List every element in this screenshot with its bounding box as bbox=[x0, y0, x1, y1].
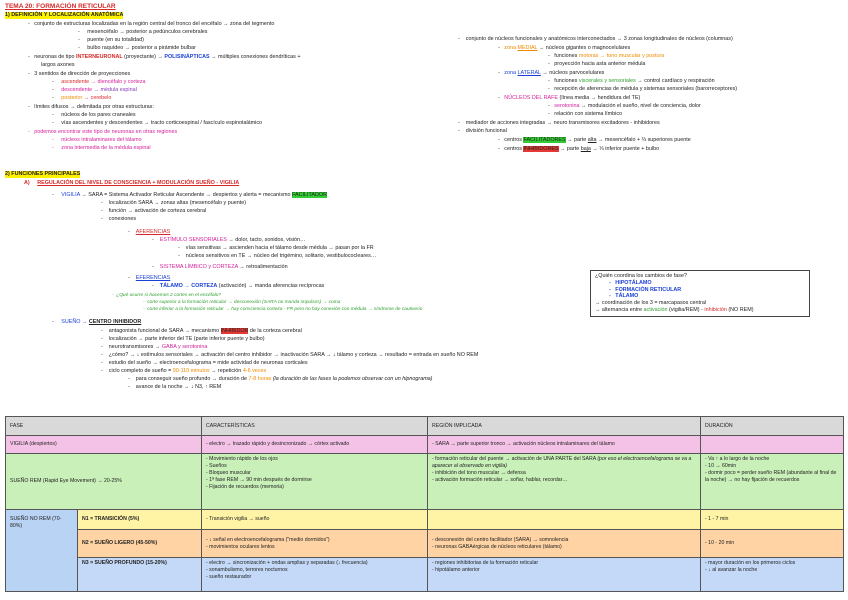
table-cell bbox=[428, 454, 701, 510]
cell-line: - activación formación reticular → soñar, hablar, recordar… bbox=[432, 477, 568, 483]
cell-line: - neuronas GABAérgicas de núcleos reticulares (tálamo) bbox=[432, 543, 562, 550]
cell-line: - formación reticular del puente → activación de UNA PARTE del SARA (por eso el electroencefalograma se va a aparecer al observado en vigilia) bbox=[432, 456, 692, 469]
s2-line: - TÁLAMO → CORTEZA (activación) → manda aferencias recíprocas bbox=[152, 283, 325, 289]
cell-line: - ↓ señal en electroencefalograma ("medio dormidos") bbox=[206, 536, 330, 543]
table-cell: N1 = TRANSICIÓN (5%) bbox=[78, 510, 202, 530]
table-cell bbox=[428, 530, 701, 558]
box-line: - TÁLAMO bbox=[609, 293, 639, 300]
s1-line: - núcleos intralaminares del tálamo bbox=[52, 137, 142, 143]
cell-line: - movimientos oculares lentos bbox=[206, 543, 275, 550]
table-cell: SUEÑO NO REM (70-80%) bbox=[6, 510, 78, 592]
cell-line: - desconexión del centro facilitador (SARA) → somnolencia bbox=[432, 536, 569, 543]
right-line: - zona MEDIAL → núcleos gigantes o magnocelulares bbox=[498, 45, 631, 51]
section-2a-heading: A) REGULACIÓN DEL NIVEL DE CONSCIENCIA + MODULACIÓN SUEÑO - VIGILIA bbox=[24, 180, 240, 186]
s1-line: - ascendente → diencéfalo y corteza bbox=[52, 79, 146, 85]
cell-line: - 10 → 60min bbox=[705, 463, 737, 469]
cell-line: - Bloqueo muscular bbox=[206, 470, 251, 476]
table-cell: - 1 - 7 min bbox=[701, 510, 844, 530]
right-line: - mediador de acciones integradas → neuro transmisores excitadores - inhibidores bbox=[458, 120, 660, 126]
s1-line: - núcleos de los pares craneales bbox=[52, 112, 136, 118]
cell-line: - electro → sincronización + ondas amplias y separadas (↓ frecuencia) bbox=[206, 560, 368, 566]
right-line: - funciones viscerales y sensoriales → control cardíaco y respiración bbox=[548, 78, 715, 84]
right-line: - división funcional bbox=[458, 128, 507, 134]
s1-line: - conjunto de estructuras localizadas en la región central del tronco del encéfalo → zona del tegmento bbox=[28, 21, 275, 27]
box-line: - FORMACIÓN RETICULAR bbox=[609, 286, 682, 293]
table-cell bbox=[701, 454, 844, 510]
s2-line: - núcleos sensitivos en TE → núcleo del trigémino, solitario, vestibulococleares… bbox=[178, 253, 377, 259]
right-line: - centros FACILITADORES → parte alta → mesencéfalo + ⅔ superiores puente bbox=[498, 137, 691, 143]
table-cell bbox=[701, 436, 844, 454]
cell-line: - dormir poco = perder sueño REM (abundante al final de la noche) → no hay fijación de recuerdos bbox=[705, 470, 837, 483]
s2-line: - SUEÑO → CENTRO INHIBIDOR bbox=[52, 319, 142, 325]
s2-line: - avance de la noche → ↓ N3, ↑ REM bbox=[128, 384, 222, 390]
table-cell: - SARA → parte superior tronco → activación núcleos intralaminares del tálamo bbox=[428, 436, 701, 454]
table-cell bbox=[701, 558, 844, 592]
s2-line: - neurotransmisores → GABA y serotonina bbox=[101, 344, 208, 350]
table-cell bbox=[202, 558, 428, 592]
table-cell: N2 = SUEÑO LIGERO (45-50%) bbox=[78, 530, 202, 558]
s2-line: - vías sensitivas → ascienden hacia el tálamo desde médula → pasan por la FR bbox=[178, 245, 374, 251]
cell-line: - 1ª fase REM → 90 min después de dormirse bbox=[206, 477, 312, 483]
sleep-phases-table bbox=[5, 416, 844, 592]
page-title: TEMA 20: FORMACIÓN RETICULAR bbox=[5, 3, 116, 10]
s1-line: - zona intermedia de la médula espinal bbox=[52, 145, 151, 151]
table-cell: - electro → trazado rápido y desincronizado → córtex activado bbox=[202, 436, 428, 454]
s1-line: - mesencéfalo → posterior a pedúnculos cerebrales bbox=[78, 29, 208, 35]
s2-line: - VIGILIA → SARA = Sistema Activador Reticular Ascendente → despiertos y alerta = mecanismo FACILITADOR bbox=[52, 192, 327, 198]
s2-line: - SISTEMA LÍMBICO y CORTEZA → retroalimentación bbox=[152, 264, 288, 270]
s2-line: - AFERENCIAS bbox=[128, 229, 171, 235]
s2-line: - EFERENCIAS bbox=[128, 275, 171, 281]
s2-question: - corte inferior a la formación reticular → hay consciencia corteza - FR pero no hay conexión con médula → síndrome de cautiverio bbox=[143, 307, 423, 312]
right-line: - proyección hacia asta anterior médula bbox=[548, 61, 646, 67]
table-header: DURACIÓN bbox=[701, 417, 844, 436]
s2-line: - función → activación de corteza cerebral bbox=[101, 208, 207, 214]
s2-line: - ESTÍMULO SENSORIALES → dolor, tacto, sonidos, visión… bbox=[152, 237, 306, 243]
phase-coordination-box bbox=[590, 270, 810, 317]
s1-line: - bulbo raquídeo → posterior a pirámide bulbar bbox=[78, 45, 196, 51]
right-line: - relación con sistema límbico bbox=[548, 111, 623, 117]
right-line: - zona LATERAL → núcleos parvocelulares bbox=[498, 70, 605, 76]
cell-line: - sueño restaurador bbox=[206, 574, 252, 580]
cell-line: - hipotálamo anterior bbox=[432, 567, 480, 573]
right-line: - funciones motoras → tono muscular y postura bbox=[548, 53, 665, 59]
s2-line: - ciclo completo de sueño = 90-110 minutos → repetición 4-6 veces bbox=[101, 368, 267, 374]
s1-line: - posterior → cerebelo bbox=[52, 95, 112, 101]
section-2-heading: 2) FUNCIONES PRINCIPALES bbox=[5, 171, 81, 177]
cell-line: - Movimiento rápido de los ojos bbox=[206, 456, 278, 462]
s1-line: - descendente → médula espinal bbox=[52, 87, 137, 93]
cell-line: - sonambulismo, terrores nocturnos bbox=[206, 567, 288, 573]
table-cell: N3 = SUEÑO PROFUNDO (15-20%) bbox=[78, 558, 202, 592]
s1-line: - 3 sentidos de dirección de proyecciones bbox=[28, 71, 131, 77]
cell-line: - inhibición del tono muscular → defensa bbox=[432, 470, 526, 476]
box-line: → alternancia entre activación (vigilia/REM) - inhibición (NO REM) bbox=[595, 306, 754, 313]
table-cell: - Transición vigilia → sueño bbox=[202, 510, 428, 530]
cell-line: - Va ↑ a lo largo de la noche bbox=[705, 456, 770, 462]
right-line: - centros INHIBIDORES → parte baja → ⅓ inferior puente + bulbo bbox=[498, 146, 660, 152]
table-cell bbox=[428, 510, 701, 530]
table-cell bbox=[202, 454, 428, 510]
table-cell bbox=[202, 530, 428, 558]
s2-question: - ¿Qué ocurre si hacemos 2 cortes en el encéfalo? bbox=[112, 293, 222, 298]
cell-line: - Sueños bbox=[206, 463, 227, 469]
box-line: - HIPOTÁLAMO bbox=[609, 279, 652, 286]
s2-line: - para conseguir sueño profundo → duración de 7-8 horas (la duración de las fases la podemos observar con un hipnograma) bbox=[128, 376, 433, 382]
box-line: → coordinación de los 3 = marcapasos central bbox=[595, 300, 707, 307]
right-line: - serotonina → modulación el sueño, nivel de conciencia, dolor bbox=[548, 103, 701, 109]
s2-question: - corte superior a la formación reticular → desconexión (SARA no manda impulsos) → coma bbox=[143, 300, 341, 305]
section-1-heading: 1) DEFINICIÓN Y LOCALIZACIÓN ANATÓMICA bbox=[5, 12, 124, 18]
s1-line: - vías ascendentes y descendentes → tracto corticoespinal / fascículo espinotalámico bbox=[52, 120, 263, 126]
right-line: - NÚCLEOS DEL RAFE (línea media → hendidura del TE) bbox=[498, 95, 641, 101]
right-line: - recepción de aferencias de médula y sistemas sensoriales (barorreceptores) bbox=[548, 86, 738, 92]
cell-line: - Fijación de recuerdos (memoria) bbox=[206, 484, 284, 490]
s1-line: largos axones bbox=[41, 62, 75, 68]
s1-line: - límites difusos → delimitada por otras estructuras: bbox=[28, 104, 154, 110]
cell-line: - ↓ al avanzar la noche bbox=[705, 567, 758, 573]
table-cell bbox=[428, 558, 701, 592]
s1-line: - podemos encontrar este tipo de neuronas en otras regiones bbox=[28, 129, 178, 135]
s1-line: - puente (en su totalidad) bbox=[78, 37, 144, 43]
box-line: ¿Quién coordina los cambios de fase? bbox=[595, 273, 687, 279]
s2-line: - estudio del sueño → electroencefalograma = mide actividad de neuronas corticales bbox=[101, 360, 308, 366]
cell-line: - mayor duración en los primeros ciclos bbox=[705, 560, 796, 566]
table-header: CARACTERÍSTICAS bbox=[202, 417, 428, 436]
table-header: FASE bbox=[6, 417, 202, 436]
table-header: REGIÓN IMPLICADA bbox=[428, 417, 701, 436]
s2-line: - localización → parte inferior del TE (parte inferior puente y bulbo) bbox=[101, 336, 265, 342]
s1-line: - neuronas de tipo INTERNEURONAL (proyectante) → POLISINÁPTICAS → múltiples conexiones dendríticas + bbox=[28, 54, 301, 60]
table-cell: SUEÑO REM (Rapid Eye Movement) → 20-25% bbox=[6, 454, 202, 510]
s2-line: - conexiones bbox=[101, 216, 137, 222]
s2-line: - localización SARA → zonas altas (mesencéfalo y puente) bbox=[101, 200, 247, 206]
right-line: - conjunto de núcleos funcionales y anatómicos interconectados → 3 zonas longitudinales de núcleos (columnas) bbox=[458, 36, 733, 42]
table-cell: VIGILIA (despiertos) bbox=[6, 436, 202, 454]
s2-line: - antagonista funcional de SARA → mecanismo INHIBIDOR de la corteza cerebral bbox=[101, 328, 302, 334]
cell-line: - regiones inhibitorias de la formación reticular bbox=[432, 560, 539, 566]
s2-line: - ¿cómo? → ↓ estímulos sensoriales → activación del centro inhibidor → inactivación SARA → ↓ tálamo y corteza → resultado = entrada en sueño NO REM bbox=[101, 352, 479, 358]
table-cell: - 10 - 20 min bbox=[701, 530, 844, 558]
